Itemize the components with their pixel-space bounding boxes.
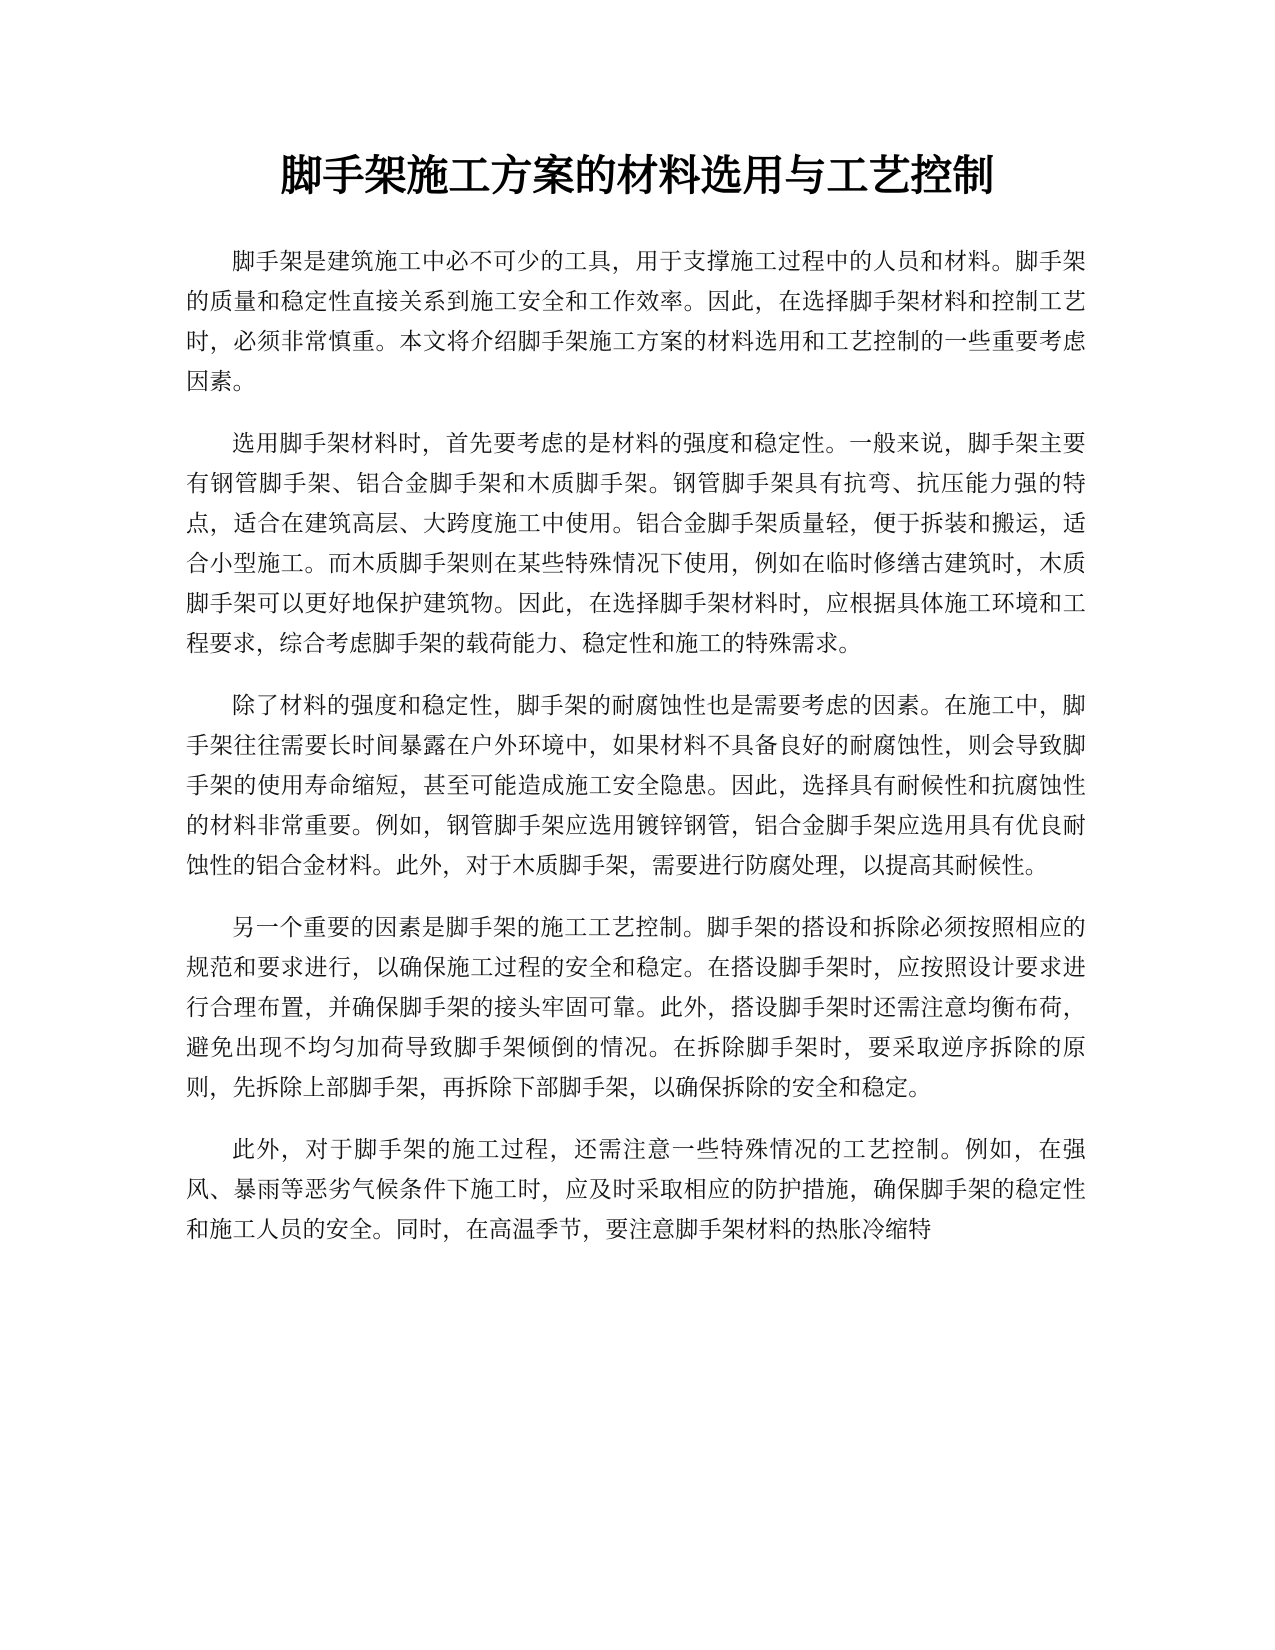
paragraph-5: 此外，对于脚手架的施工过程，还需注意一些特殊情况的工艺控制。例如，在强风、暴雨等恶劣气候条件下施工时，应及时采取相应的防护措施，确保脚手架的稳定性和施工人员的安全。同时，在高温季节，要注意脚手架材料的热胀冷缩特 (186, 1137, 1086, 1243)
paragraph-2: 选用脚手架材料时，首先要考虑的是材料的强度和稳定性。一般来说，脚手架主要有钢管脚手架、铝合金脚手架和木质脚手架。钢管脚手架具有抗弯、抗压能力强的特点，适合在建筑高层、大跨度施工中使用。铝合金脚手架质量轻，便于拆装和搬运，适合小型施工。而木质脚手架则在某些特殊情况下使用，例如在临时修缮古建筑时，木质脚手架可以更好地保护建筑物。因此，在选择脚手架材料时，应根据具体施工环境和工程要求，综合考虑脚手架的载荷能力、稳定性和施工的特殊需求。 (186, 431, 1086, 657)
document-body (186, 242, 1086, 1272)
paragraph-1: 脚手架是建筑施工中必不可少的工具，用于支撑施工过程中的人员和材料。脚手架的质量和稳定性直接关系到施工安全和工作效率。因此，在选择脚手架材料和控制工艺时，必须非常慎重。本文将介绍脚手架施工方案的材料选用和工艺控制的一些重要考虑因素。 (186, 249, 1086, 395)
paragraph-3: 除了材料的强度和稳定性，脚手架的耐腐蚀性也是需要考虑的因素。在施工中，脚手架往往需要长时间暴露在户外环境中，如果材料不具备良好的耐腐蚀性，则会导致脚手架的使用寿命缩短，甚至可能造成施工安全隐患。因此，选择具有耐候性和抗腐蚀性的材料非常重要。例如，钢管脚手架应选用镀锌钢管，铝合金脚手架应选用具有优良耐蚀性的铝合金材料。此外，对于木质脚手架，需要进行防腐处理，以提高其耐候性。 (186, 693, 1086, 879)
document-title: 脚手架施工方案的材料选用与工艺控制 (280, 151, 995, 200)
paragraph-4: 另一个重要的因素是脚手架的施工工艺控制。脚手架的搭设和拆除必须按照相应的规范和要求进行，以确保施工过程的安全和稳定。在搭设脚手架时，应按照设计要求进行合理布置，并确保脚手架的接头牢固可靠。此外，搭设脚手架时还需注意均衡布荷，避免出现不均匀加荷导致脚手架倾倒的情况。在拆除脚手架时，要采取逆序拆除的原则，先拆除上部脚手架，再拆除下部脚手架，以确保拆除的安全和稳定。 (186, 915, 1086, 1101)
